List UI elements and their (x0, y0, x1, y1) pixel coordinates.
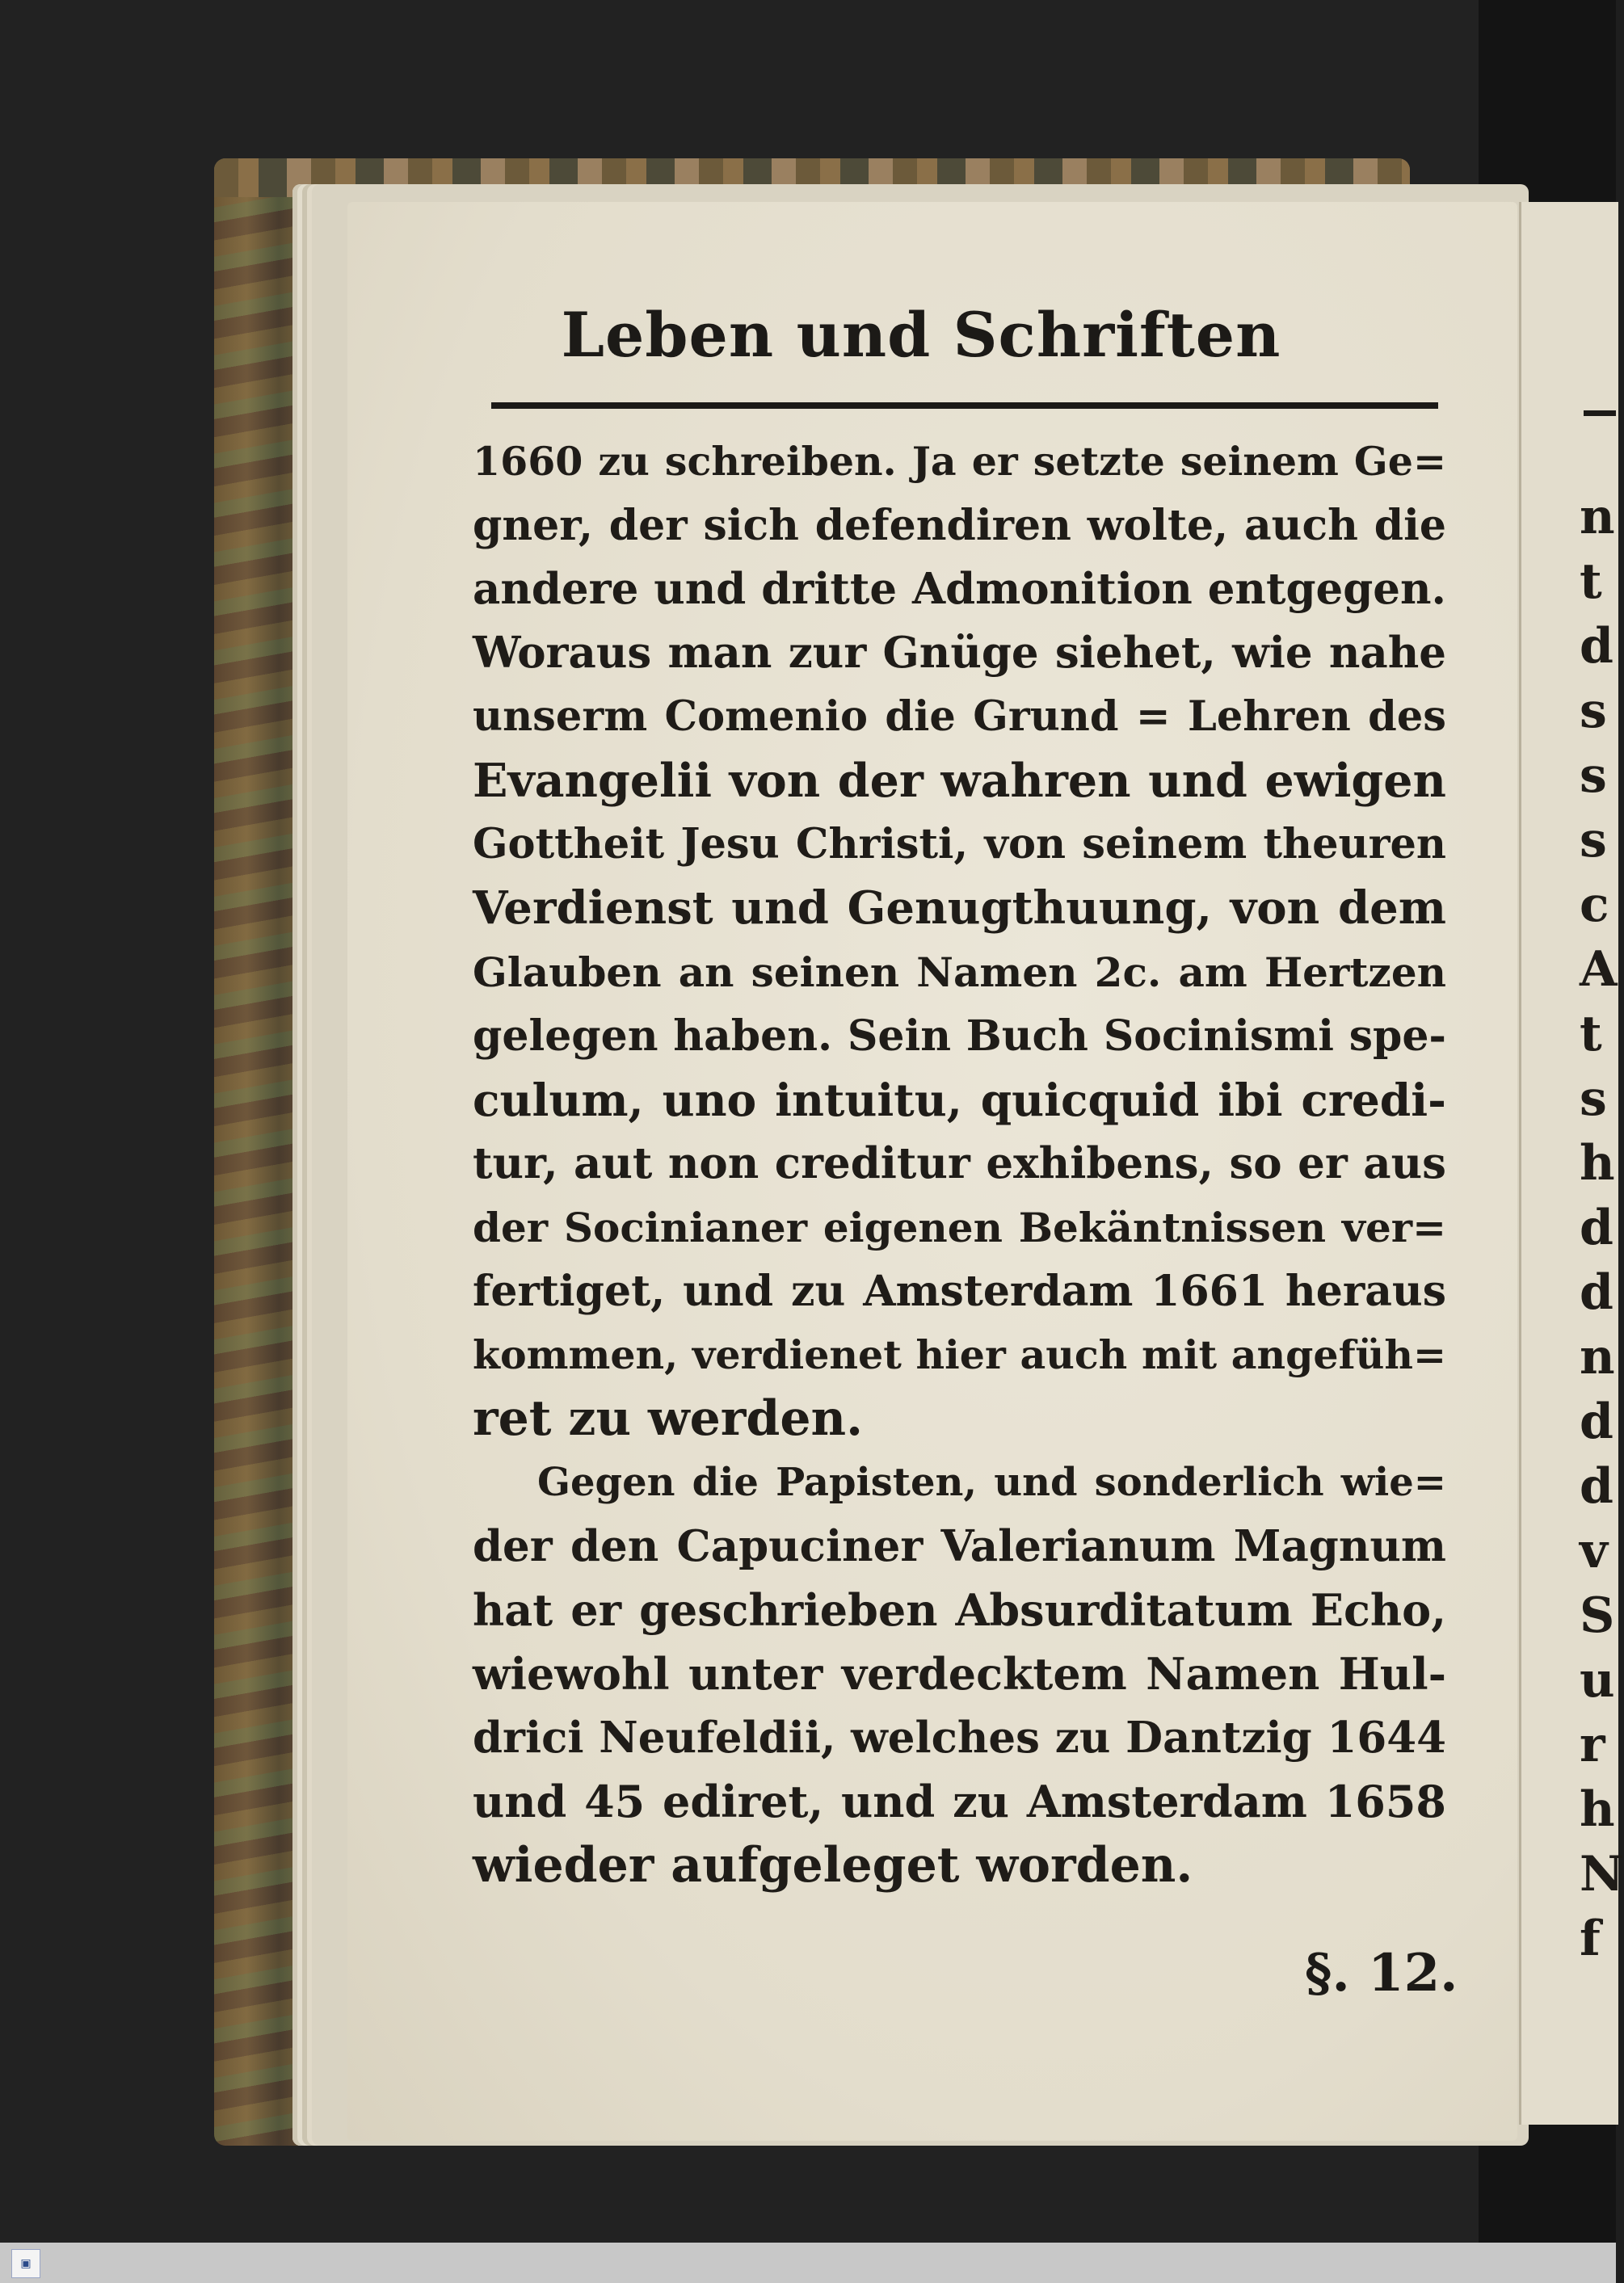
text-line: fertiget, und zu Amsterdam 1661 heraus (473, 1267, 1446, 1316)
facing-letter: d (1580, 1458, 1613, 1515)
text-line: Gottheit Jesu Christi, von seinem theuren (473, 820, 1446, 868)
header-rule (491, 402, 1438, 409)
text-line: der den Capuciner Valerianum Magnum (473, 1521, 1446, 1571)
facing-letter: d (1580, 618, 1613, 675)
facing-letter: f (1580, 1911, 1601, 1967)
running-head: Leben und Schriften (561, 299, 1281, 371)
text-line: 1660 zu schreiben. Ja er setzte seinem Ge= (473, 438, 1446, 485)
facing-letter: n (1580, 1329, 1615, 1385)
facing-letter: N (1580, 1846, 1624, 1902)
facing-letter: d (1580, 1264, 1613, 1321)
text-line: Glauben an seinen Namen 2c. am Hertzen (473, 948, 1446, 996)
text-line: culum, uno intuitu, quicquid ibi credi- (473, 1074, 1446, 1126)
facing-letter: u (1580, 1652, 1615, 1709)
facing-letter: s (1580, 683, 1607, 739)
text-line: wieder aufgeleget worden. (473, 1837, 1193, 1894)
text-line: Woraus man zur Gnüge siehet, wie nahe (473, 628, 1446, 678)
text-line: Verdienst und Genugthuung, von dem (473, 881, 1446, 935)
text-line: unserm Comenio die Grund = Lehren des (473, 692, 1446, 741)
text-line: kommen, verdienet hier auch mit angefüh= (473, 1331, 1446, 1378)
text-line: drici Neufeldii, welches zu Dantzig 1644 (473, 1713, 1446, 1763)
text-line: gelegen haben. Sein Buch Socinismi spe- (473, 1011, 1446, 1061)
facing-letter: r (1580, 1717, 1605, 1773)
facing-page-text (1580, 485, 1624, 1971)
text-line: Evangelii von der wahren und ewigen (473, 754, 1446, 808)
facing-letter: v (1580, 1523, 1608, 1579)
text-line: tur, aut non creditur exhibens, so er aus (473, 1138, 1446, 1188)
facing-letter: t (1580, 553, 1602, 610)
text-line: und 45 ediret, und zu Amsterdam 1658 (473, 1776, 1446, 1827)
facing-letter: d (1580, 1394, 1613, 1450)
facing-letter: n (1580, 489, 1615, 545)
facing-letter: c (1580, 877, 1609, 933)
text-line: andere und dritte Admonition entgegen. (473, 564, 1446, 614)
facing-letter: A (1580, 941, 1618, 998)
text-line: Gegen die Papisten, und sonderlich wie= (537, 1460, 1446, 1505)
viewer-bottom-bar (0, 2243, 1616, 2283)
facing-letter: t (1580, 1006, 1602, 1062)
text-line: hat er geschrieben Absurditatum Echo, (473, 1584, 1446, 1636)
library-logo-icon[interactable]: ▣ (11, 2249, 40, 2278)
body-text (473, 430, 1446, 1898)
facing-letter: h (1580, 1781, 1615, 1838)
facing-letter: s (1580, 812, 1607, 868)
text-line: gner, der sich defendiren wolte, auch die (473, 501, 1446, 550)
facing-page-rule (1584, 410, 1616, 416)
facing-letter: S (1580, 1587, 1615, 1644)
facing-letter: h (1580, 1135, 1615, 1192)
facing-letter: s (1580, 747, 1607, 804)
facing-letter: s (1580, 1070, 1607, 1127)
text-line: ret zu werden. (473, 1390, 864, 1447)
text-line: wiewohl unter verdecktem Namen Hul- (473, 1648, 1446, 1700)
text-line: der Socinianer eigenen Bekäntnissen ver= (473, 1204, 1446, 1251)
facing-letter: d (1580, 1200, 1613, 1256)
catchword-section-mark: §. 12. (1305, 1943, 1458, 2003)
